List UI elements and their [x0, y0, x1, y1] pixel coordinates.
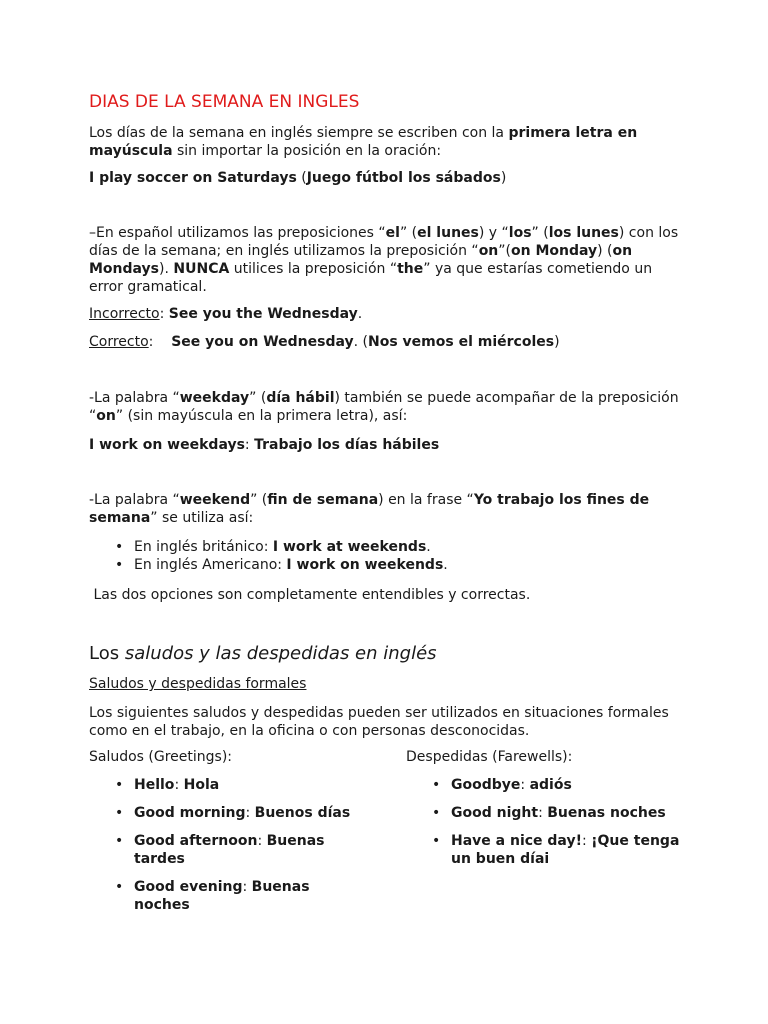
example-en: See you on Wednesday	[171, 334, 354, 350]
text: :	[520, 777, 530, 793]
text: -La palabra “	[89, 492, 180, 508]
weekend-paragraph	[89, 491, 659, 527]
page-title: DIAS DE LA SEMANA EN INGLES	[89, 92, 360, 112]
text: -La palabra “	[89, 390, 180, 406]
emphasis: fin de semana	[267, 492, 379, 508]
text: ” ya que estarías cometiendo un error gramatical.	[89, 261, 653, 295]
list-item	[406, 776, 691, 794]
greeting-en: Good afternoon	[134, 833, 258, 849]
emphasis: saludos y las despedidas en inglés	[124, 643, 437, 664]
example-es: Juego fútbol los sábados	[306, 170, 501, 186]
text: sin importar la posición en la oración:	[172, 143, 442, 159]
text: ” (	[250, 492, 268, 508]
text: :	[148, 334, 172, 350]
emphasis: on	[478, 243, 499, 259]
example-saturdays	[89, 169, 506, 187]
text: :	[538, 805, 548, 821]
text: Los	[89, 643, 125, 664]
text: ” (	[531, 225, 549, 241]
subsection-heading	[89, 675, 306, 693]
incorrect-example	[89, 305, 362, 323]
text: ”(	[498, 243, 511, 259]
emphasis: primera letra en mayúscula	[89, 125, 638, 159]
text: )	[500, 170, 507, 186]
example-en: See you the Wednesday	[168, 306, 358, 322]
example-es: Nos vemos el miércoles	[368, 334, 555, 350]
emphasis: el lunes	[417, 225, 479, 241]
text: ) también se puede acompañar de la preposición “	[89, 390, 679, 424]
emphasis: weekday	[179, 390, 250, 406]
text: –En español utilizamos las preposiciones “	[89, 225, 386, 241]
greetings-heading: Saludos (Greetings):	[89, 749, 233, 765]
example-en: I work on weekdays	[89, 437, 245, 453]
correct-example	[89, 333, 560, 351]
text: .	[443, 557, 448, 573]
weekday-paragraph	[89, 389, 679, 425]
farewell-en: Have a nice day!	[451, 833, 582, 849]
text: :	[174, 777, 184, 793]
example-es: Trabajo los días hábiles	[254, 437, 440, 453]
text: ” se utiliza así:	[150, 510, 254, 526]
text: ) y “	[478, 225, 509, 241]
text: ) con los días de la semana; en inglés utilizamos la preposición “	[89, 225, 679, 259]
emphasis: NUNCA	[173, 261, 230, 277]
text: ” (sin mayúscula en la primera letra), así:	[115, 408, 408, 424]
farewell-es: adiós	[529, 777, 572, 793]
text: :	[245, 805, 255, 821]
weekday-example	[89, 436, 439, 454]
greeting-es: Buenos días	[254, 805, 351, 821]
emphasis: el	[385, 225, 400, 241]
text: . (	[353, 334, 368, 350]
closing-sentence: Las dos opciones son completamente entendibles y correctas.	[89, 587, 531, 603]
text: .	[426, 539, 431, 555]
emphasis: los	[508, 225, 532, 241]
farewells-list	[406, 776, 691, 878]
emphasis: on	[96, 408, 116, 424]
list-item	[89, 804, 359, 822]
text: ” (	[399, 225, 418, 241]
section-heading	[89, 642, 437, 666]
text: Saludos y despedidas formales	[89, 676, 307, 692]
list-item	[89, 878, 359, 914]
list-item	[89, 538, 448, 556]
list-item	[89, 832, 359, 868]
text: :	[159, 306, 169, 322]
weekend-list	[89, 538, 448, 574]
text: :	[581, 833, 592, 849]
list-item	[89, 556, 448, 574]
emphasis: on Monday	[511, 243, 598, 259]
text: En inglés británico:	[134, 539, 273, 555]
farewell-en: Good night	[451, 805, 539, 821]
formal-intro: Los siguientes saludos y despedidas pueden ser utilizados en situaciones formales como en el trabajo, en la oficina o con personas desconocidas.	[89, 705, 669, 739]
list-item	[89, 776, 359, 794]
text: ” (	[249, 390, 267, 406]
emphasis: los lunes	[548, 225, 619, 241]
greeting-en: Hello	[134, 777, 175, 793]
intro-paragraph	[89, 124, 649, 160]
emphasis: día hábil	[266, 390, 335, 406]
text: (	[296, 170, 307, 186]
prepositions-paragraph	[89, 224, 679, 296]
greeting-en: Good morning	[134, 805, 246, 821]
emphasis: the	[397, 261, 424, 277]
text: ).	[159, 261, 174, 277]
example-en: I work at weekends	[272, 539, 427, 555]
greeting-es: Buenas tardes	[134, 833, 325, 867]
text: :	[244, 437, 255, 453]
list-item	[406, 804, 691, 822]
text: utilices la preposición “	[229, 261, 398, 277]
text: :	[242, 879, 252, 895]
text: ) (	[597, 243, 613, 259]
farewell-es: ¡Que tenga un buen díai	[451, 833, 680, 867]
text: .	[357, 306, 363, 322]
example-en: I work on weekends	[286, 557, 444, 573]
emphasis: weekend	[179, 492, 251, 508]
farewell-es: Buenas noches	[547, 805, 666, 821]
greeting-es: Buenas noches	[134, 879, 310, 913]
greeting-en: Good evening	[134, 879, 243, 895]
text: )	[554, 334, 560, 350]
greetings-list	[89, 776, 359, 924]
text: :	[257, 833, 267, 849]
text: ) en la frase “	[378, 492, 474, 508]
text: Los días de la semana en inglés siempre se escriben con la	[89, 125, 509, 141]
farewells-heading: Despedidas (Farewells):	[406, 749, 573, 765]
list-item	[406, 832, 691, 868]
greeting-es: Hola	[183, 777, 220, 793]
correct-label: Correcto	[89, 334, 149, 350]
incorrect-label: Incorrecto	[89, 306, 160, 322]
example-en: I play soccer on Saturdays	[89, 170, 297, 186]
emphasis: on Mondays	[89, 243, 633, 277]
text: En inglés Americano:	[134, 557, 287, 573]
farewell-en: Goodbye	[451, 777, 521, 793]
emphasis: Yo trabajo los fines de semana	[89, 492, 650, 526]
